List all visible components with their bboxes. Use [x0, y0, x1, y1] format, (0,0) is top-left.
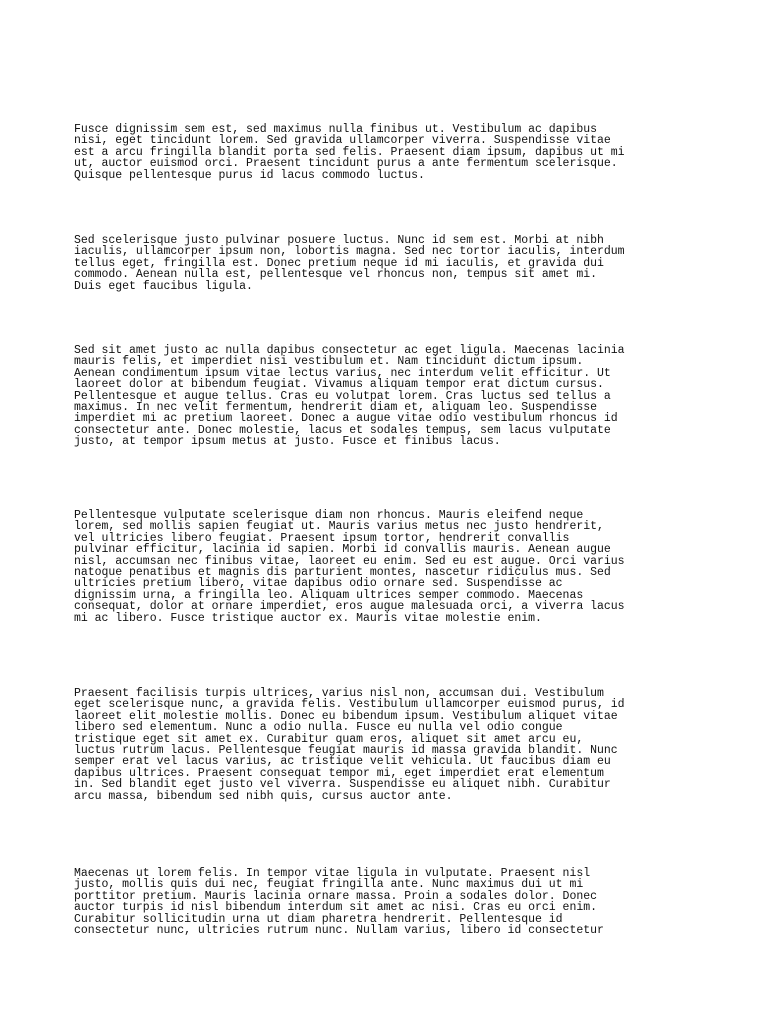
paragraph-1: Fusce dignissim sem est, sed maximus nulla finibus ut. Vestibulum ac dapibus nisi, eget tincidunt lorem. Sed gravida ullamcorper viverra. Suspendisse vitae est a arcu fringilla blandit porta sed felis. Praesent diam ipsum, dapibus ut mi ut, auctor euismod orci. Praesent tincidunt purus a ante fermentum scelerisque. Quisque pellentesque purus id lacus commodo luctus.: [74, 123, 625, 182]
paragraph-6: Maecenas ut lorem felis. In tempor vitae ligula in vulputate. Praesent nisl justo, mollis quis dui nec, feugiat fringilla ante. Nunc maximus dui ut mi porttitor pretium. Mauris lacinia ornare massa. Proin a sodales dolor. Donec auctor turpis id nisl bibendum interdum sit amet ac nisi. Cras eu orci enim. Curabitur sollicitudin urna ut diam pharetra hendrerit. Pellentesque id consectetur nunc, ultricies rutrum nunc. Nullam varius, libero id consectetur: [74, 867, 604, 938]
paragraph-5: Praesent facilisis turpis ultrices, varius nisl non, accumsan dui. Vestibulum eget scelerisque nunc, a gravida felis. Vestibulum ullamcorper euismod purus, id laoreet elit molestie mollis. Donec eu bibendum ipsum. Vestibulum aliquet vitae libero sed elementum. Nunc a odio nulla. Fusce eu nulla vel odio congue tristique eget sit amet ex. Curabitur quam eros, aliquet sit amet arcu eu, luctus rutrum lacus. Pellentesque feugiat mauris id massa gravida blandit. Nunc semper erat vel lacus varius, ac tristique velit vehicula. Ut faucibus diam eu dapibus ultrices. Praesent consequat tempor mi, eget imperdiet erat elementum in. Sed blandit eget justo vel viverra. Suspendisse eu aliquet nibh. Curabitur arcu massa, bibendum sed nibh quis, cursus auctor ante.: [74, 687, 625, 803]
paragraph-4: Pellentesque vulputate scelerisque diam non rhoncus. Mauris eleifend neque lorem, sed mollis sapien feugiat ut. Mauris varius metus nec justo hendrerit, vel ultricies libero feugiat. Praesent ipsum tortor, hendrerit convallis pulvinar efficitur, lacinia id sapien. Morbi id convallis mauris. Aenean augue nisl, accumsan nec finibus vitae, laoreet eu enim. Sed eu est augue. Orci varius natoque penatibus et magnis dis parturient montes, nascetur ridiculus mus. Sed ultricies pretium libero, vitae dapibus odio ornare sed. Suspendisse ac dignissim urna, a fringilla leo. Aliquam ultrices semper commodo. Maecenas consequat, dolor at ornare imperdiet, eros augue malesuada orci, a viverra lacus mi ac libero. Fusce tristique auctor ex. Mauris vitae molestie enim.: [74, 509, 625, 625]
paragraph-3: Sed sit amet justo ac nulla dapibus consectetur ac eget ligula. Maecenas lacinia mauris felis, et imperdiet nisi vestibulum et. Nam tincidunt dictum ipsum. Aenean condimentum ipsum vitae lectus varius, nec interdum velit efficitur. Ut laoreet dolor at bibendum feugiat. Vivamus aliquam tempor erat dictum cursus. Pellentesque et augue tellus. Cras eu volutpat lorem. Cras luctus sed tellus a maximus. In nec velit fermentum, hendrerit diam et, aliquam leo. Suspendisse imperdiet mi ac pretium laoreet. Donec a augue vitae odio vestibulum rhoncus id consectetur ante. Donec molestie, lacus et sodales tempus, sem lacus vulputate justo, at tempor ipsum metus at justo. Fusce et finibus lacus.: [74, 344, 625, 449]
paragraph-2: Sed scelerisque justo pulvinar posuere luctus. Nunc id sem est. Morbi at nibh iaculis, ullamcorper ipsum non, lobortis magna. Sed nec tortor iaculis, interdum tellus eget, fringilla est. Donec pretium neque id mi iaculis, et gravida dui commodo. Aenean nulla est, pellentesque vel rhoncus non, tempus sit amet mi. Duis eget faucibus ligula.: [74, 234, 625, 293]
